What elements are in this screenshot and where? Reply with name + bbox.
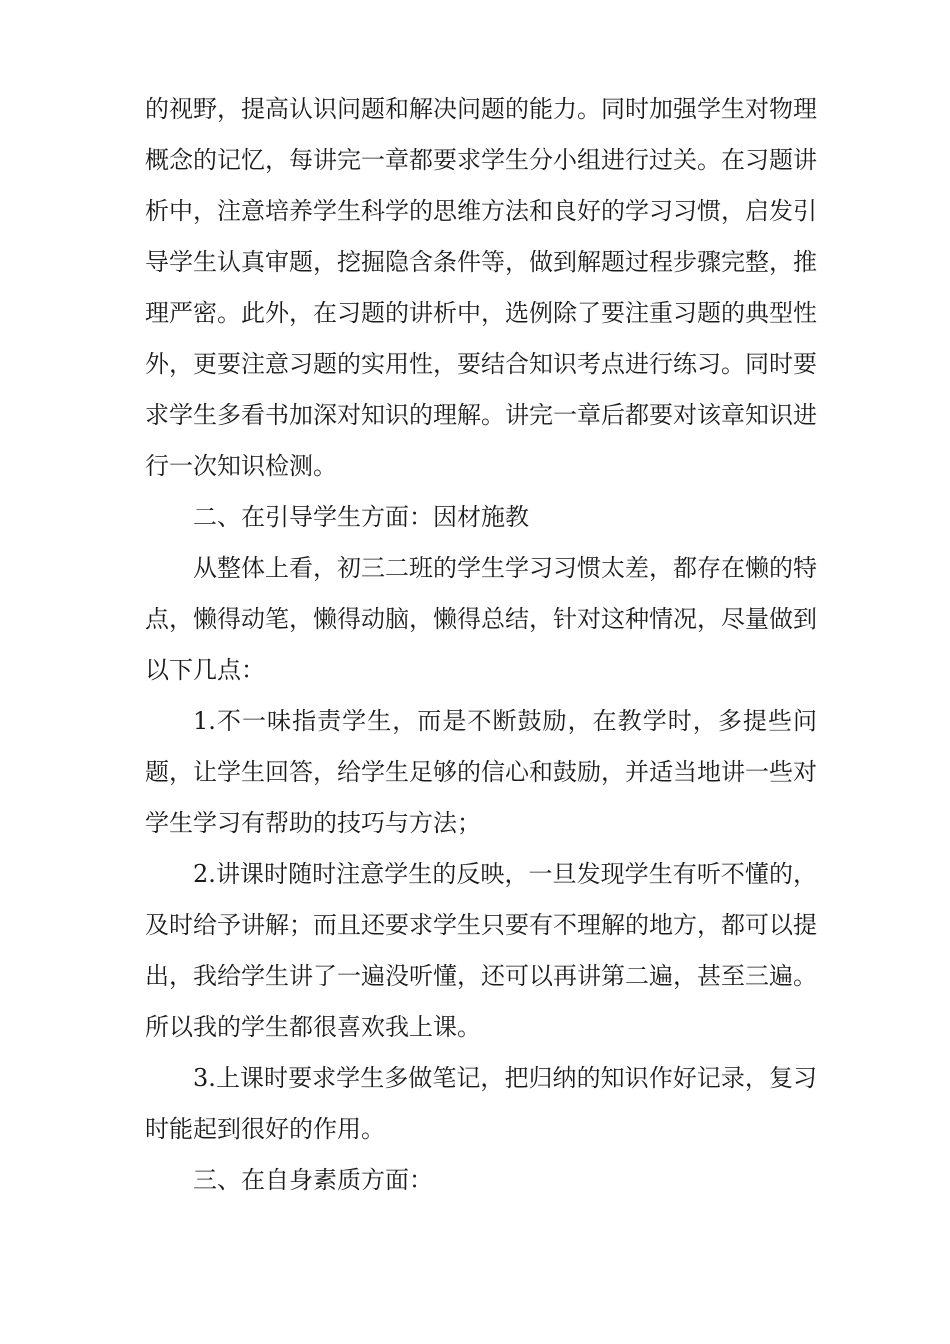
document-body bbox=[145, 84, 817, 1206]
list-item-point-2: 2.讲课时随时注意学生的反映，一旦发现学生有听不懂的，及时给予讲解；而且还要求学生只要有不理解的地方，都可以提出，我给学生讲了一遍没听懂，还可以再讲第二遍，甚至三遍。所以我的学生都很喜欢我上课。 bbox=[145, 860, 817, 1041]
list-item-point-3: 3.上课时要求学生多做笔记，把归纳的知识作好记录，复习时能起到很好的作用。 bbox=[145, 1064, 817, 1143]
list-item-point-1: 1.不一味指责学生，而是不断鼓励，在教学时，多提些问题，让学生回答，给学生足够的信心和鼓励，并适当地讲一些对学生学习有帮助的技巧与方法； bbox=[145, 707, 817, 837]
section-heading-guiding-students: 二、在引导学生方面：因材施教 bbox=[193, 503, 529, 531]
paragraph-class-overview: 从整体上看，初三二班的学生学习习惯太差，都存在懒的特点，懒得动笔，懒得动脑，懒得总结，针对这种情况，尽量做到以下几点： bbox=[145, 554, 817, 684]
section-heading-self-quality: 三、在自身素质方面： bbox=[193, 1166, 433, 1194]
paragraph-intro-continued: 的视野，提高认识问题和解决问题的能力。同时加强学生对物理概念的记忆，每讲完一章都要求学生分小组进行过关。在习题讲析中，注意培养学生科学的思维方法和良好的学习习惯，启发引导学生认真审题，挖掘隐含条件等，做到解题过程步骤完整，推理严密。此外，在习题的讲析中，选例除了要注重习题的典型性外，更要注意习题的实用性，要结合知识考点进行练习。同时要求学生多看书加深对知识的理解。讲完一章后都要对该章知识进行一次知识检测。 bbox=[145, 95, 817, 480]
